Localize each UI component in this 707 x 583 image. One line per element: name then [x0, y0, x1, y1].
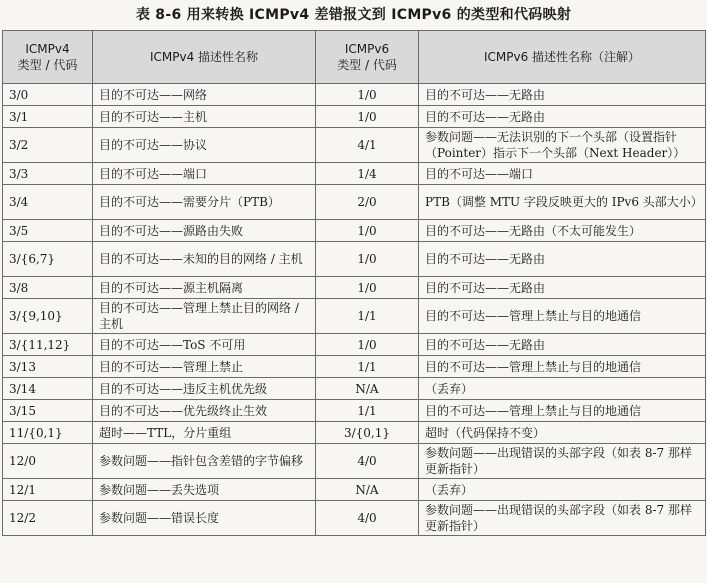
cell-v6-desc: PTB（调整 MTU 字段反映更大的 IPv6 头部大小） — [419, 185, 706, 220]
cell-v6-desc: 目的不可达——无路由 — [419, 84, 706, 106]
table-row — [3, 106, 706, 128]
cell-v4-desc: 目的不可达——未知的目的网络 / 主机 — [93, 242, 316, 277]
cell-v6-type: 1/1 — [316, 400, 419, 422]
cell-v4-type: 3/3 — [3, 163, 93, 185]
header-v4-type: ICMPv4 类型 / 代码 — [3, 31, 93, 84]
table-header-row — [3, 31, 706, 84]
table-row — [3, 84, 706, 106]
cell-v6-type: 4/1 — [316, 128, 419, 163]
table-caption: 表 8-6 用来转换 ICMPv4 差错报文到 ICMPv6 的类型和代码映射 — [135, 7, 572, 23]
cell-v4-desc: 目的不可达——源主机隔离 — [93, 277, 316, 299]
cell-v4-desc: 参数问题——错误长度 — [93, 501, 316, 536]
cell-v6-type: 1/0 — [316, 106, 419, 128]
cell-v4-type: 12/1 — [3, 479, 93, 501]
cell-v4-desc: 目的不可达——源路由失败 — [93, 220, 316, 242]
table-row — [3, 299, 706, 334]
cell-v6-desc: 目的不可达——管理上禁止与目的地通信 — [419, 356, 706, 378]
cell-v4-desc: 目的不可达——管理上禁止 — [93, 356, 316, 378]
header-v4-name: ICMPv4 描述性名称 — [93, 31, 316, 84]
cell-v4-type: 3/{11,12} — [3, 334, 93, 356]
cell-v4-desc: 目的不可达——需要分片（PTB） — [93, 185, 316, 220]
cell-v6-desc: 目的不可达——端口 — [419, 163, 706, 185]
table-row — [3, 163, 706, 185]
cell-v6-desc: 目的不可达——无路由（不太可能发生） — [419, 220, 706, 242]
cell-v6-desc: 参数问题——无法识别的下一个头部（设置指针（Pointer）指示下一个头部（Next Header）） — [419, 128, 706, 163]
cell-v4-desc: 目的不可达——ToS 不可用 — [93, 334, 316, 356]
cell-v6-type: 2/0 — [316, 185, 419, 220]
cell-v4-desc: 目的不可达——端口 — [93, 163, 316, 185]
table-row — [3, 128, 706, 163]
cell-v4-type: 11/{0,1} — [3, 422, 93, 444]
table-row — [3, 220, 706, 242]
header-v6-type: ICMPv6 类型 / 代码 — [316, 31, 419, 84]
cell-v4-desc: 目的不可达——管理上禁止目的网络 / 主机 — [93, 299, 316, 334]
cell-v6-desc: 目的不可达——管理上禁止与目的地通信 — [419, 400, 706, 422]
cell-v6-type: 1/0 — [316, 84, 419, 106]
table-row — [3, 422, 706, 444]
cell-v4-desc: 目的不可达——主机 — [93, 106, 316, 128]
cell-v4-type: 3/4 — [3, 185, 93, 220]
cell-v6-type: 1/0 — [316, 277, 419, 299]
cell-v4-desc: 目的不可达——网络 — [93, 84, 316, 106]
cell-v4-type: 3/1 — [3, 106, 93, 128]
table-row — [3, 400, 706, 422]
cell-v4-type: 3/15 — [3, 400, 93, 422]
cell-v4-type: 12/2 — [3, 501, 93, 536]
cell-v6-desc: 目的不可达——无路由 — [419, 334, 706, 356]
cell-v6-type: 3/{0,1} — [316, 422, 419, 444]
cell-v4-desc: 目的不可达——协议 — [93, 128, 316, 163]
cell-v4-desc: 目的不可达——优先级终止生效 — [93, 400, 316, 422]
cell-v4-type: 3/2 — [3, 128, 93, 163]
cell-v4-desc: 参数问题——丢失选项 — [93, 479, 316, 501]
cell-v4-type: 3/5 — [3, 220, 93, 242]
cell-v6-type: N/A — [316, 378, 419, 400]
icmp-mapping-table — [2, 30, 706, 536]
cell-v6-type: 1/1 — [316, 356, 419, 378]
cell-v6-type: 4/0 — [316, 501, 419, 536]
cell-v4-type: 3/13 — [3, 356, 93, 378]
cell-v6-type: 1/1 — [316, 299, 419, 334]
cell-v4-desc: 超时——TTL，分片重组 — [93, 422, 316, 444]
cell-v4-desc: 目的不可达——违反主机优先级 — [93, 378, 316, 400]
cell-v6-type: 1/4 — [316, 163, 419, 185]
cell-v4-type: 3/0 — [3, 84, 93, 106]
table-row — [3, 479, 706, 501]
cell-v4-type: 3/14 — [3, 378, 93, 400]
table-row — [3, 356, 706, 378]
table-row — [3, 185, 706, 220]
table-row — [3, 242, 706, 277]
cell-v6-type: 1/0 — [316, 334, 419, 356]
cell-v4-desc: 参数问题——指针包含差错的字节偏移 — [93, 444, 316, 479]
cell-v6-desc: 目的不可达——无路由 — [419, 242, 706, 277]
cell-v6-type: 1/0 — [316, 242, 419, 277]
cell-v6-desc: 目的不可达——无路由 — [419, 277, 706, 299]
cell-v6-type: 1/0 — [316, 220, 419, 242]
table-row — [3, 444, 706, 479]
cell-v6-type: 4/0 — [316, 444, 419, 479]
cell-v6-desc: 参数问题——出现错误的头部字段（如表 8-7 那样更新指针） — [419, 444, 706, 479]
table-row — [3, 277, 706, 299]
table-row — [3, 501, 706, 536]
cell-v6-desc: （丢弃） — [419, 479, 706, 501]
cell-v6-desc: （丢弃） — [419, 378, 706, 400]
cell-v4-type: 3/{9,10} — [3, 299, 93, 334]
header-v6-name: ICMPv6 描述性名称（注解） — [419, 31, 706, 84]
cell-v6-desc: 参数问题——出现错误的头部字段（如表 8-7 那样更新指针） — [419, 501, 706, 536]
cell-v6-type: N/A — [316, 479, 419, 501]
cell-v6-desc: 目的不可达——无路由 — [419, 106, 706, 128]
table-row — [3, 334, 706, 356]
cell-v4-type: 12/0 — [3, 444, 93, 479]
cell-v6-desc: 超时（代码保持不变） — [419, 422, 706, 444]
table-row — [3, 378, 706, 400]
cell-v4-type: 3/{6,7} — [3, 242, 93, 277]
cell-v4-type: 3/8 — [3, 277, 93, 299]
cell-v6-desc: 目的不可达——管理上禁止与目的地通信 — [419, 299, 706, 334]
